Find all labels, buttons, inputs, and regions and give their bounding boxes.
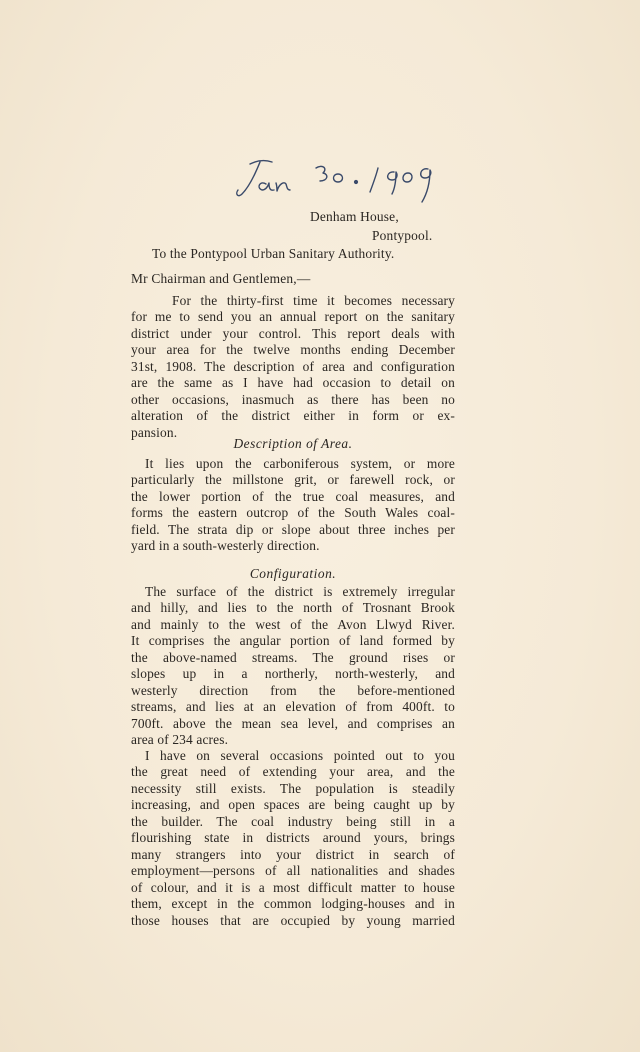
text-line: the builder. The coal industry being still in a bbox=[131, 813, 455, 829]
text-line: It lies upon the carboniferous system, or more bbox=[145, 456, 455, 471]
text-line: the great need of extending your area, and the bbox=[131, 764, 455, 780]
text-line: necessity still exists. The population is steadily bbox=[131, 780, 455, 796]
text-line: It comprises the angular portion of land formed by bbox=[131, 633, 455, 649]
text-line: the above-named streams. The ground rises or bbox=[131, 649, 455, 665]
text-line: alteration of the district either in form or ex- bbox=[131, 408, 455, 424]
text-line: district under your control. This report deals with bbox=[131, 325, 455, 341]
text-line: westerly direction from the before-mentioned bbox=[131, 682, 455, 698]
text-line: flourishing state in districts around yours, brings bbox=[131, 830, 455, 846]
section-heading-configuration: Configuration. bbox=[249, 566, 337, 581]
text-line: The surface of the district is extremely irregular bbox=[145, 584, 455, 599]
paragraph-configuration bbox=[131, 584, 455, 749]
handwritten-date bbox=[232, 150, 442, 210]
text-line: them, except in the common lodging-houses and in bbox=[131, 896, 455, 912]
address-line-2: Pontypool. bbox=[372, 228, 433, 243]
text-line: the lower portion of the true coal measures, and bbox=[131, 488, 455, 504]
text-line: for me to send you an annual report on the sanitary bbox=[131, 309, 455, 325]
text-line: slopes up in a northerly, north-westerly, and bbox=[131, 666, 455, 682]
text-line: pansion. bbox=[131, 424, 178, 440]
section-heading-description: Description of Area. bbox=[233, 436, 353, 451]
text-line: employment—persons of all nationalities and shades bbox=[131, 863, 455, 879]
paragraph-extension bbox=[131, 748, 455, 929]
text-line: For the thirty-first time it becomes necessary bbox=[172, 293, 455, 308]
text-line: 31st, 1908. The description of area and configuration bbox=[131, 358, 455, 374]
text-line: many strangers into your district in search of bbox=[131, 846, 455, 862]
handwritten-date-ink bbox=[232, 150, 442, 210]
text-line: of colour, and it is a most difficult matter to house bbox=[131, 879, 455, 895]
greeting: Mr Chairman and Gentlemen,— bbox=[131, 271, 311, 286]
sender-address bbox=[310, 207, 432, 245]
text-line: 700ft. above the mean sea level, and comprises an bbox=[131, 715, 455, 731]
address-line-1: Denham House, bbox=[310, 209, 399, 224]
text-line: yard in a south-westerly direction. bbox=[131, 538, 320, 554]
text-line: your area for the twelve months ending December bbox=[131, 342, 455, 358]
text-line: forms the eastern outcrop of the South Wales coal- bbox=[131, 505, 455, 521]
text-line: field. The strata dip or slope about three inches per bbox=[131, 521, 455, 537]
text-line: increasing, and open spaces are being caught up by bbox=[131, 797, 455, 813]
text-line: and mainly to the west of the Avon Llwyd River. bbox=[131, 616, 455, 632]
text-line: other occasions, inasmuch as there has been no bbox=[131, 391, 455, 407]
text-line: are the same as I have had occasion to detail on bbox=[131, 375, 455, 391]
salutation: To the Pontypool Urban Sanitary Authority. bbox=[152, 246, 395, 261]
paragraph-description bbox=[131, 456, 455, 555]
text-line: particularly the millstone grit, or farewell rock, or bbox=[131, 472, 455, 488]
text-line: I have on several occasions pointed out to you bbox=[145, 748, 455, 763]
text-line: and hilly, and lies to the north of Trosnant Brook bbox=[131, 600, 455, 616]
text-line: area of 234 acres. bbox=[131, 732, 229, 748]
text-line: those houses that are occupied by young married bbox=[131, 912, 455, 928]
paragraph-introduction bbox=[131, 293, 455, 441]
text-line: streams, and lies at an elevation of from 400ft. to bbox=[131, 699, 455, 715]
